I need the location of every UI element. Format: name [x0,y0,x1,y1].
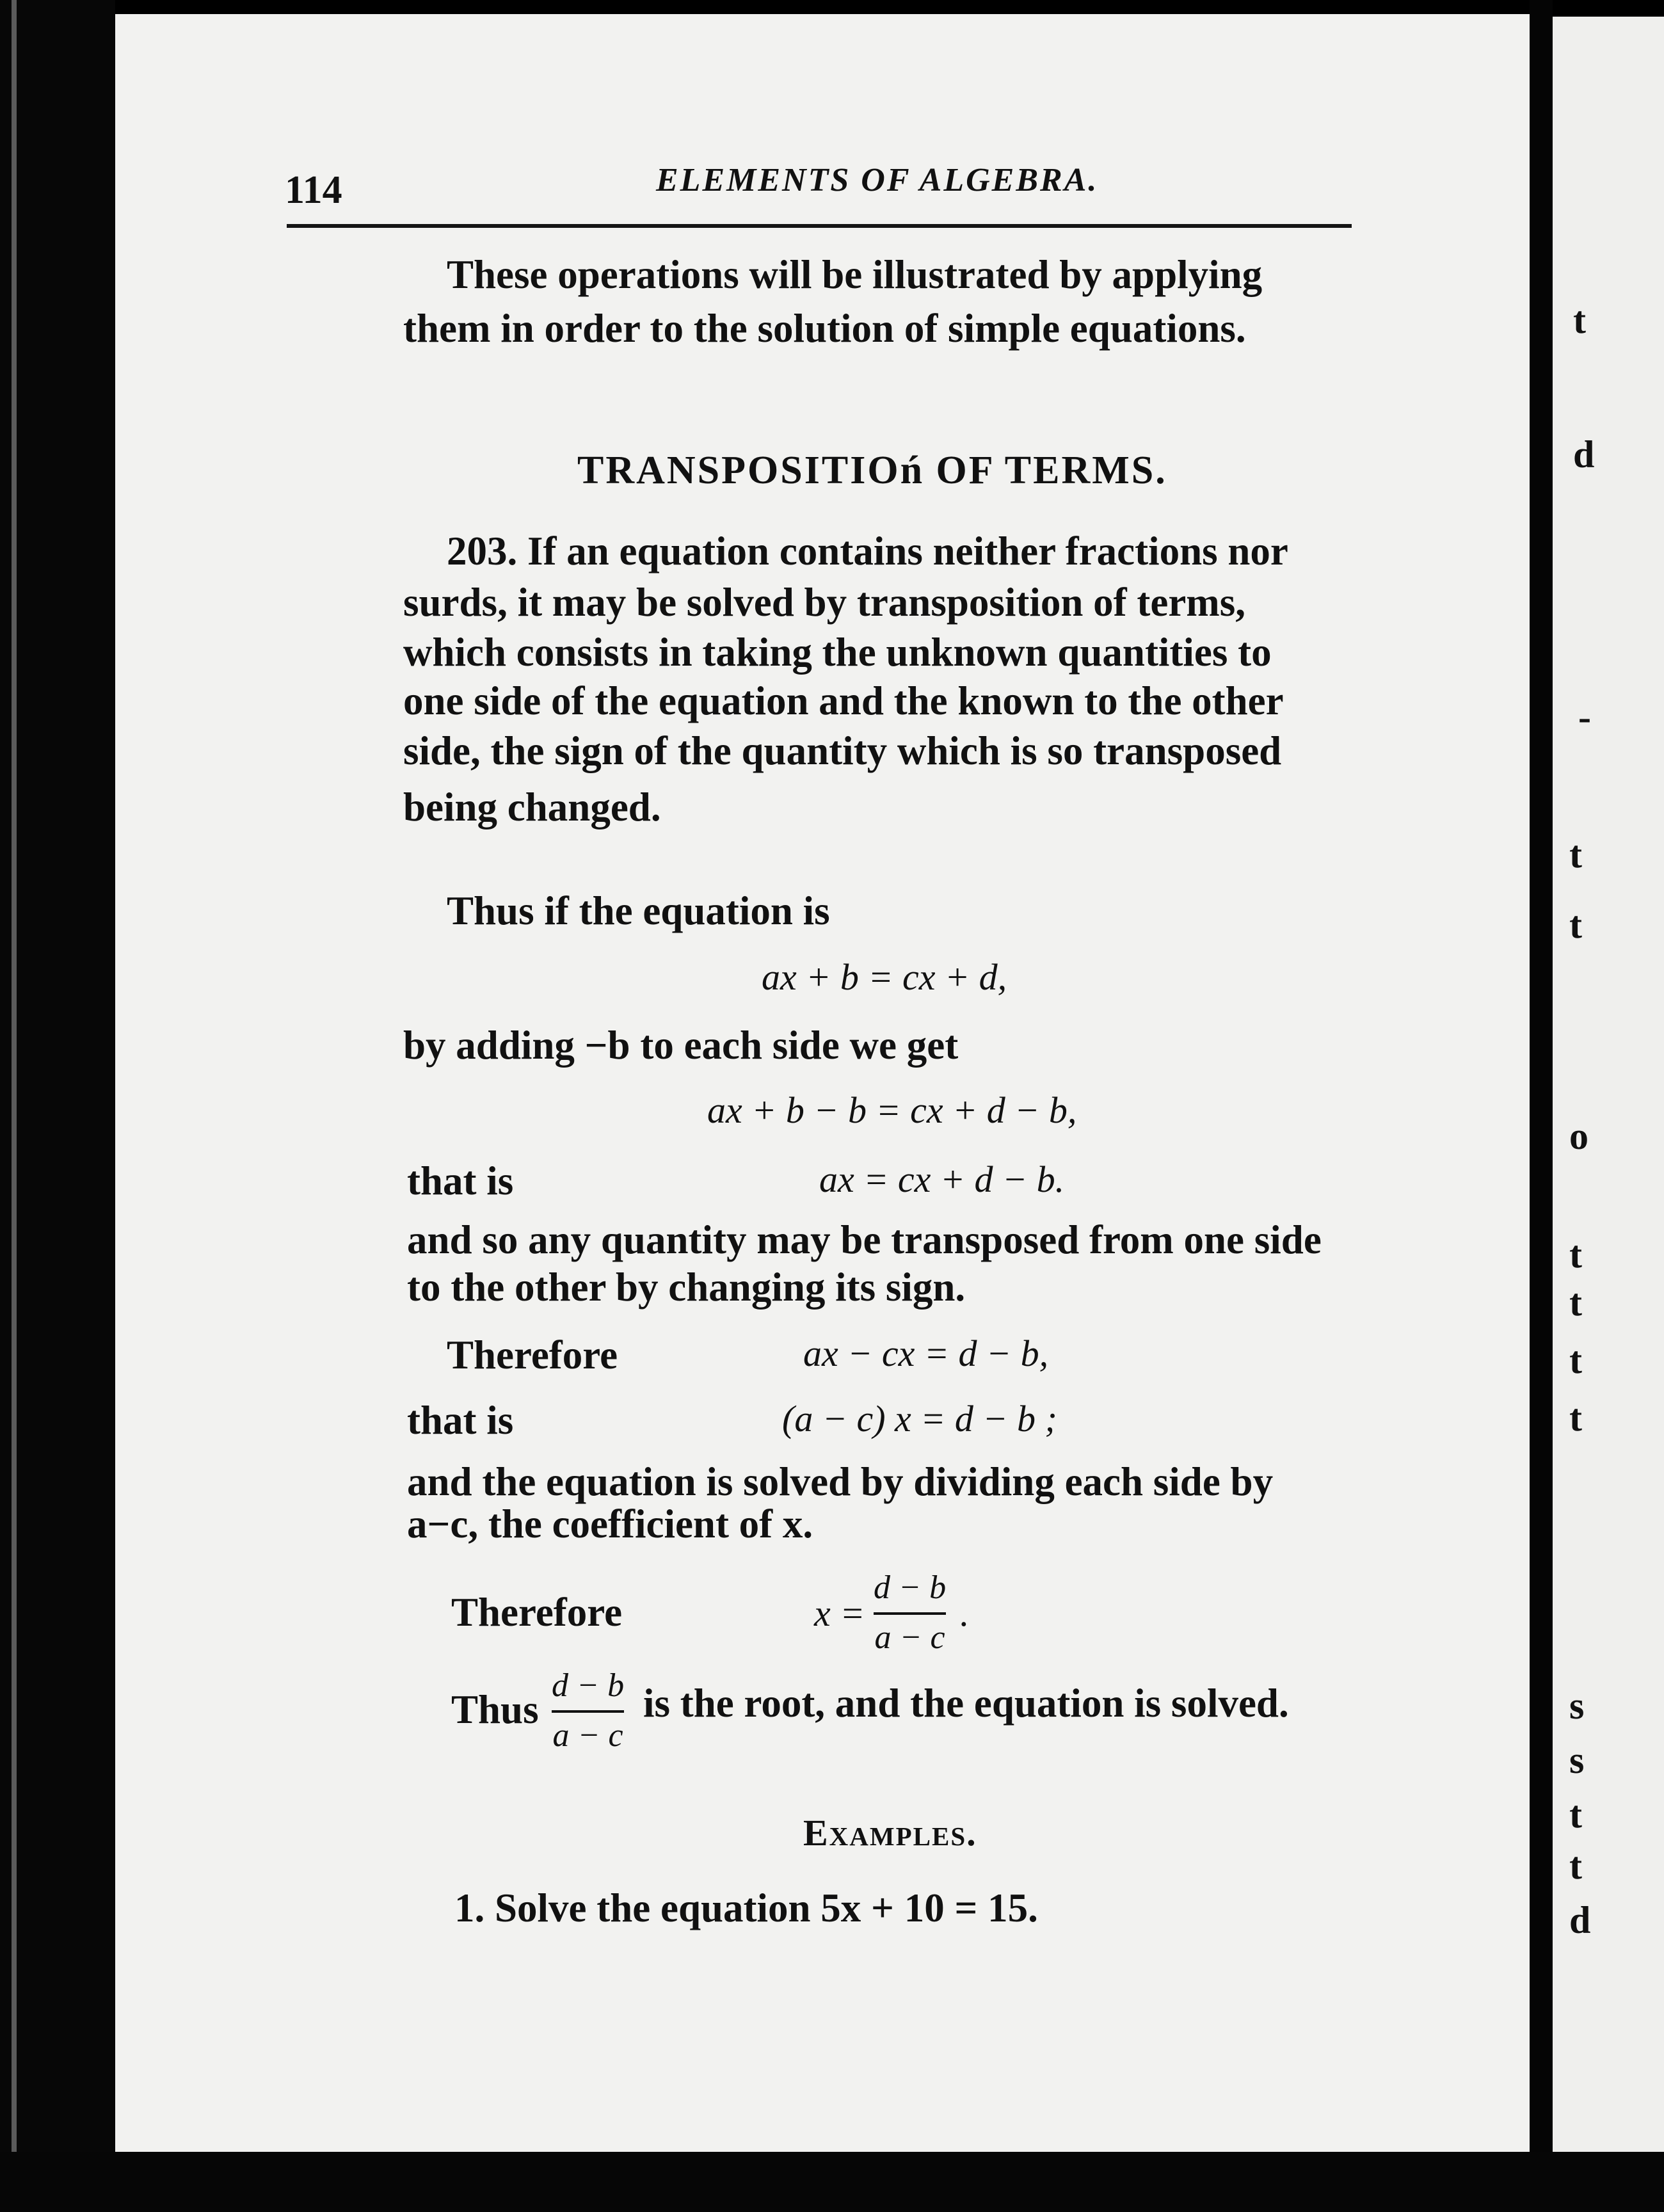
intro-line: These operations will be illustrated by applying [447,252,1263,297]
book-gutter [1530,0,1553,2212]
article-line: surds, it may be solved by transposition of terms, [403,580,1246,625]
book-edge [12,0,17,2212]
equation: ax + b = cx + d, [762,956,1007,998]
facing-page-letter: t [1569,1845,1582,1887]
fraction-numerator: d − b [874,1569,947,1606]
derivation-text: is the root, and the equation is solved. [643,1681,1289,1726]
derivation-text: Therefore [447,1333,618,1377]
facing-page-letter: t [1569,1233,1582,1276]
facing-page-letter: t [1569,833,1582,876]
fraction-denominator: a − c [874,1619,945,1656]
facing-page-letter: o [1569,1115,1588,1157]
facing-page-letter: t [1569,1793,1582,1836]
derivation-text: that is [407,1158,514,1203]
derivation-text: that is [407,1398,514,1443]
fraction-denominator: a − c [552,1717,623,1754]
article-line: which consists in taking the unknown quantities to [403,630,1272,675]
equation: ax = cx + d − b. [819,1158,1065,1200]
equation: x = [814,1592,865,1634]
scan-left-margin [0,0,115,2212]
equation: ax − cx = d − b, [803,1333,1049,1374]
example-item: 1. Solve the equation 5x + 10 = 15. [454,1886,1038,1930]
header-rule [287,224,1352,228]
scan-bottom-margin [0,2152,1664,2212]
facing-page-letter: t [1573,299,1586,341]
page-number: 114 [285,168,342,212]
facing-page-letter: t [1569,1281,1582,1324]
facing-page-letter: s [1569,1739,1585,1781]
facing-page-letter: t [1569,1397,1582,1439]
article-line: 203. If an equation contains neither fractions nor [447,529,1288,573]
facing-page-letter: d [1569,1899,1591,1941]
fraction-numerator: d − b [552,1667,625,1704]
fraction-bar [874,1612,946,1615]
derivation-text: by adding −b to each side we get [403,1023,959,1068]
derivation-text: and so any quantity may be transposed from one side [407,1217,1322,1262]
derivation-text: to the other by changing its sign. [407,1265,966,1310]
equation: . [960,1592,970,1634]
section-title: TRANSPOSITIOń OF TERMS. [577,449,1167,492]
facing-page-letter: t [1569,904,1582,946]
derivation-text: Therefore [451,1590,623,1635]
facing-page-fragment [1553,17,1664,2154]
facing-page-letter: d [1573,433,1595,476]
derivation-text: Thus [451,1687,539,1732]
facing-page-letter: s [1569,1685,1585,1727]
derivation-text: Thus if the equation is [447,888,830,933]
fraction [874,1571,946,1655]
fraction-bar [552,1710,624,1713]
fraction [552,1669,624,1752]
article-line: one side of the equation and the known to the other [403,678,1284,723]
derivation-text: a−c, the coefficient of x. [407,1502,813,1546]
examples-heading: Examples. [803,1812,977,1854]
equation: (a − c) x = d − b ; [782,1398,1057,1439]
facing-page-letter: - [1578,696,1591,738]
intro-line: them in order to the solution of simple equations. [403,306,1246,351]
running-title: ELEMENTS OF ALGEBRA. [656,162,1099,198]
article-line: being changed. [403,785,661,830]
derivation-text: and the equation is solved by dividing each side by [407,1459,1274,1504]
article-line: side, the sign of the quantity which is so transposed [403,728,1282,773]
equation: ax + b − b = cx + d − b, [707,1089,1077,1131]
facing-page-letter: t [1569,1339,1582,1381]
